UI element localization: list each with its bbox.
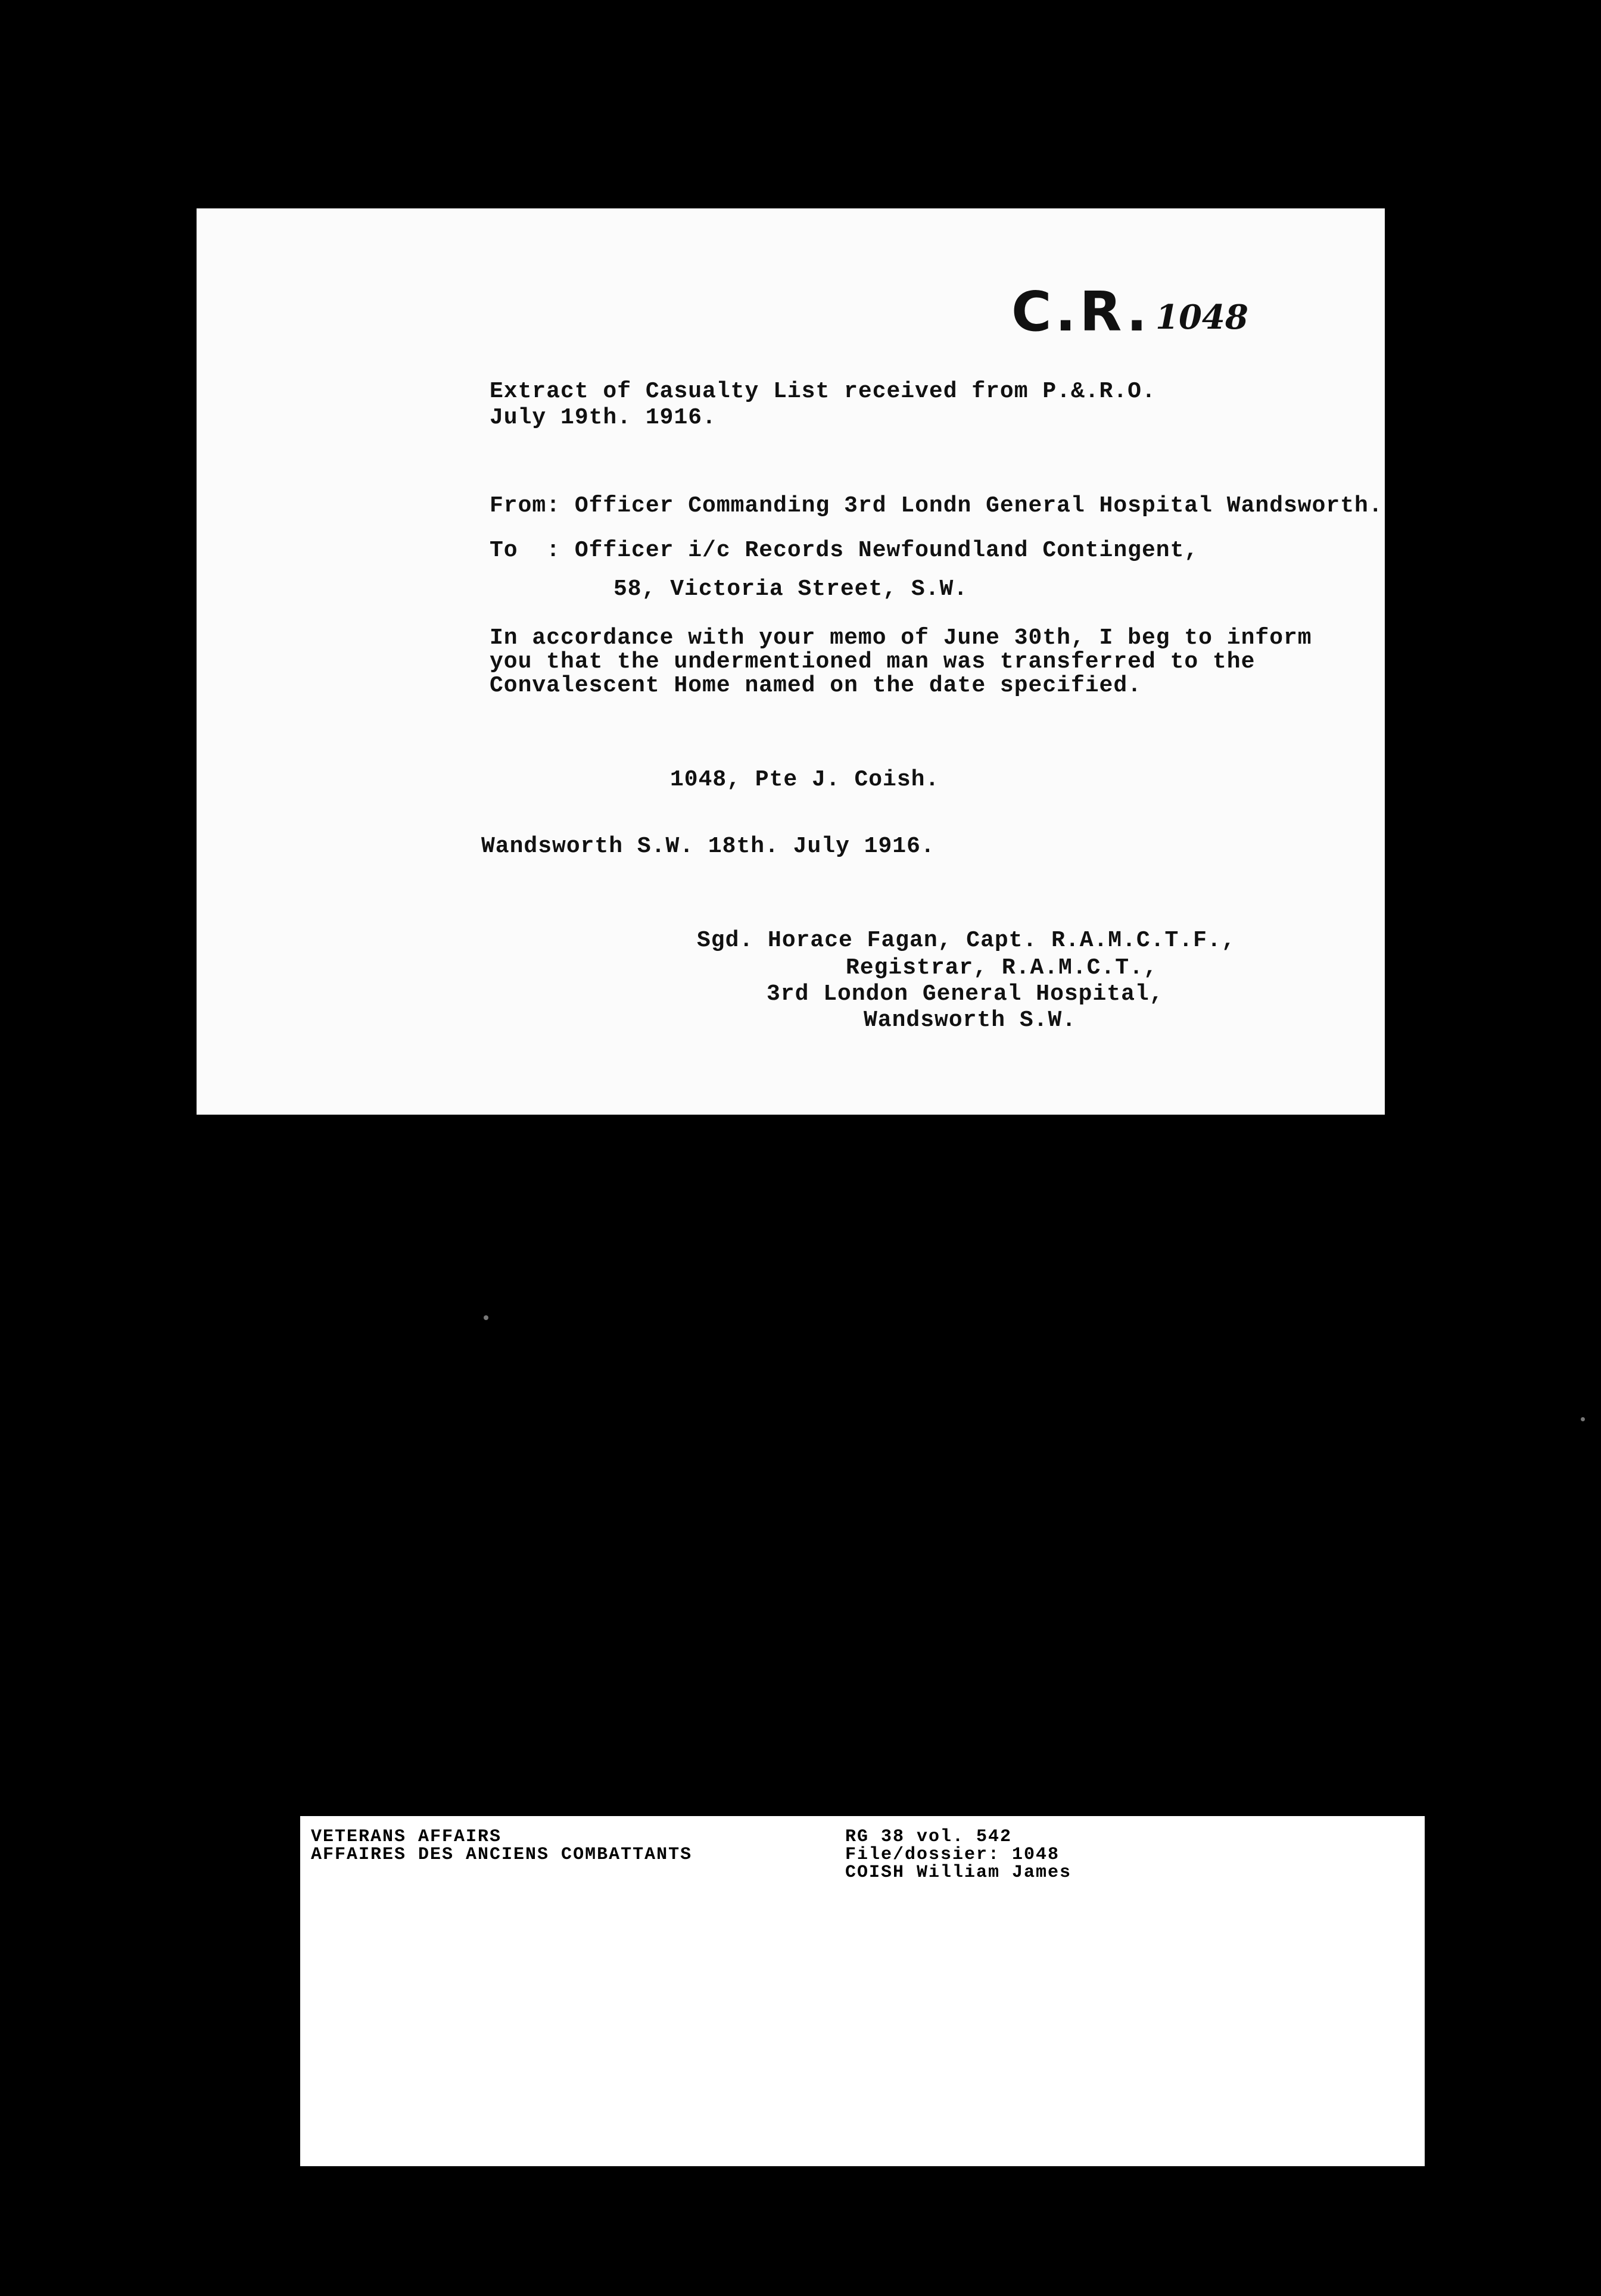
signature-line: Registrar, R.A.M.C.T., [846,955,1158,981]
scan-speck [484,1315,488,1320]
handwritten-cr-mark: C.R. [1011,280,1151,344]
body-text-line: you that the undermentioned man was transferred to the [490,649,1256,675]
handwritten-file-number: 1048 [1155,298,1248,337]
from-line: From: Officer Commanding 3rd Londn General Hospital Wandsworth. [490,493,1383,519]
department-name-fr: AFFAIRES DES ANCIENS COMBATTANTS [311,1845,693,1865]
casualty-extract-document [197,208,1385,1115]
signature-line: Wandsworth S.W. [864,1007,1077,1033]
soldier-name: COISH William James [845,1863,1072,1883]
signature-line: Sgd. Horace Fagan, Capt. R.A.M.C.T.F., [697,928,1236,953]
extract-date: July 19th. 1916. [490,405,717,430]
archive-reference-card [300,1816,1425,2166]
department-name-en: VETERANS AFFAIRS [311,1827,502,1847]
place-date-line: Wandsworth S.W. 18th. July 1916. [481,834,935,859]
file-number: File/dossier: 1048 [845,1845,1060,1865]
body-text-line: In accordance with your memo of June 30th, I beg to inform [490,625,1312,651]
body-text-line: Convalescent Home named on the date specified. [490,673,1142,698]
scan-speck [1581,1417,1585,1421]
extract-heading: Extract of Casualty List received from P.&.R.O. [490,379,1156,404]
signature-line: 3rd London General Hospital, [767,981,1164,1007]
to-line: To : Officer i/c Records Newfoundland Contingent, [490,538,1199,563]
address-line: 58, Victoria Street, S.W. [613,576,968,602]
record-group-volume: RG 38 vol. 542 [845,1827,1013,1847]
soldier-entry: 1048, Pte J. Coish. [670,767,940,793]
